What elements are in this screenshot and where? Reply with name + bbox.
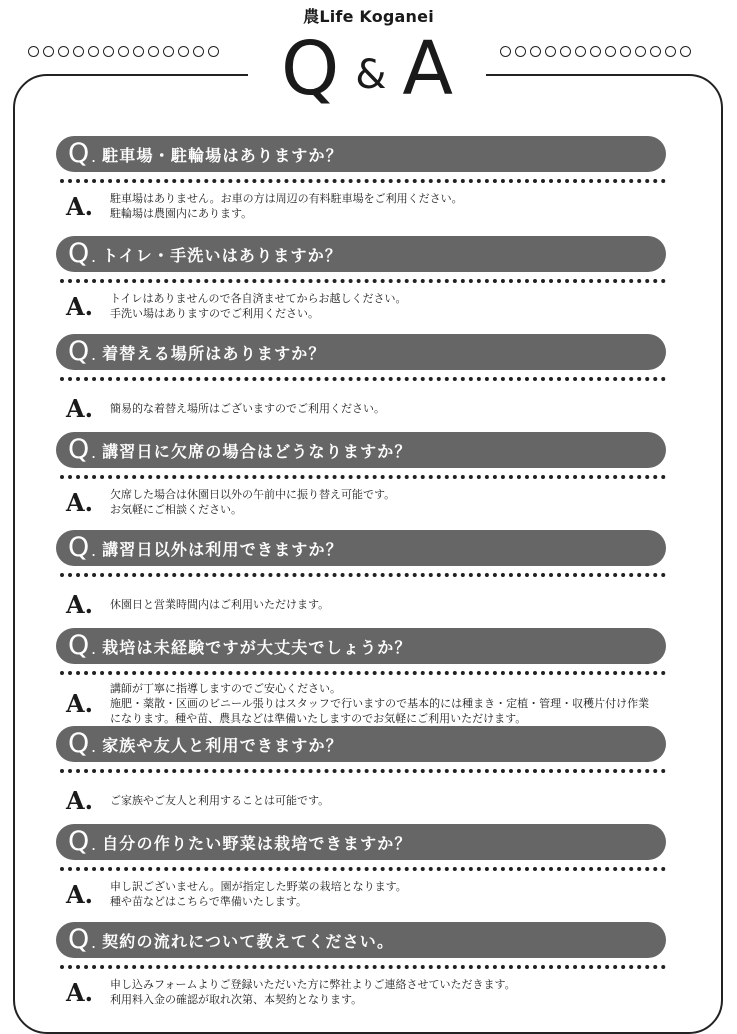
answer-line: 簡易的な着替え場所はございますのでご利用ください。 bbox=[110, 402, 385, 415]
answer-block bbox=[66, 786, 666, 815]
answer-line: ご家族やご友人と利用することは可能です。 bbox=[110, 794, 330, 807]
answer-line: トイレはありませんので各自済ませてからお越しください。 bbox=[110, 292, 407, 305]
decorative-circles-right bbox=[500, 46, 691, 57]
brand-title: 農Life Koganei bbox=[303, 7, 434, 26]
answer-text bbox=[110, 977, 516, 1007]
answer-line: になります。種や苗、農具などは準備いたしますのでお気軽にご利用いただけます。 bbox=[110, 712, 527, 725]
a-mark: A. bbox=[66, 689, 93, 718]
answer-line: お気軽にご相談ください。 bbox=[110, 503, 242, 516]
question-text: 講習日に欠席の場合はどうなりますか？ bbox=[102, 441, 412, 461]
q-mark: Q bbox=[68, 630, 90, 661]
answer-line: 申し込みフォームよりご登録いただいた方に弊社よりご連絡させていただきます。 bbox=[110, 978, 516, 991]
q-mark: Q bbox=[68, 336, 90, 367]
answer-block bbox=[66, 487, 666, 517]
dotted-divider bbox=[60, 475, 666, 479]
answer-line: 駐車場はありません。お車の方は周辺の有料駐車場をご利用ください。 bbox=[110, 192, 463, 205]
answer-text bbox=[110, 793, 329, 808]
question-text: 自分の作りたい野菜は栽培できますか？ bbox=[102, 833, 412, 853]
answer-line: 駐輪場は農園内にあります。 bbox=[110, 207, 253, 220]
q-mark: Q bbox=[68, 532, 90, 563]
question-bar bbox=[56, 530, 666, 566]
a-mark: A. bbox=[66, 786, 93, 815]
answer-line: 講師が丁寧に指導しますのでご安心ください。 bbox=[110, 682, 341, 695]
answer-block bbox=[66, 977, 666, 1007]
a-mark: A. bbox=[66, 394, 93, 423]
heading-ampersand: & bbox=[355, 52, 387, 98]
q-dot: . bbox=[91, 147, 97, 166]
a-mark: A. bbox=[66, 487, 93, 517]
question-text: 駐車場・駐輪場はありますか？ bbox=[102, 145, 343, 165]
question-bar bbox=[56, 824, 666, 860]
question-bar bbox=[56, 922, 666, 958]
answer-block bbox=[66, 879, 666, 909]
question-bar bbox=[56, 236, 666, 272]
answer-text bbox=[110, 597, 329, 612]
q-dot: . bbox=[91, 345, 97, 364]
dotted-divider bbox=[60, 279, 666, 283]
answer-line: 申し訳ございません。園が指定した野菜の栽培となります。 bbox=[110, 880, 407, 893]
heading-a: A bbox=[402, 26, 454, 112]
answer-line: 施肥・薬散・区画のビニール張りはスタッフで行いますので基本的には種まき・定植・管理・収穫片付け作業 bbox=[110, 697, 650, 710]
dotted-divider bbox=[60, 377, 666, 381]
q-dot: . bbox=[91, 639, 97, 658]
q-dot: . bbox=[91, 443, 97, 462]
answer-text bbox=[110, 879, 407, 909]
answer-line: 手洗い場はありますのでご利用ください。 bbox=[110, 307, 319, 320]
answer-block bbox=[66, 681, 666, 726]
answer-line: 欠席した場合は休園日以外の午前中に振り替え可能です。 bbox=[110, 488, 396, 501]
answer-block bbox=[66, 291, 666, 321]
question-text: 契約の流れについて教えてください。 bbox=[102, 931, 395, 951]
q-mark: Q bbox=[68, 826, 90, 857]
q-mark: Q bbox=[68, 434, 90, 465]
answer-line: 利用料入金の確認が取れ次第、本契約となります。 bbox=[110, 993, 363, 1006]
question-bar bbox=[56, 136, 666, 172]
answer-text bbox=[110, 487, 395, 517]
q-mark: Q bbox=[68, 138, 90, 169]
dotted-divider bbox=[60, 179, 666, 183]
question-text: 着替える場所はありますか？ bbox=[102, 343, 326, 363]
a-mark: A. bbox=[66, 291, 93, 321]
answer-text bbox=[110, 401, 385, 416]
dotted-divider bbox=[60, 769, 666, 773]
question-bar bbox=[56, 726, 666, 762]
qa-heading bbox=[248, 26, 486, 112]
answer-text bbox=[110, 681, 649, 726]
decorative-circles-left bbox=[28, 46, 219, 57]
answer-line: 種や苗などはこちらで準備いたします。 bbox=[110, 895, 308, 908]
dotted-divider bbox=[60, 573, 666, 577]
answer-text bbox=[110, 291, 406, 321]
answer-text bbox=[110, 191, 463, 221]
q-mark: Q bbox=[68, 924, 90, 955]
answer-line: 休園日と営業時間内はご利用いただけます。 bbox=[110, 598, 330, 611]
dotted-divider bbox=[60, 867, 666, 871]
dotted-divider bbox=[60, 965, 666, 969]
question-bar bbox=[56, 628, 666, 664]
q-dot: . bbox=[91, 247, 97, 266]
dotted-divider bbox=[60, 671, 666, 675]
q-mark: Q bbox=[68, 728, 90, 759]
a-mark: A. bbox=[66, 977, 93, 1007]
q-mark: Q bbox=[68, 238, 90, 269]
heading-q: Q bbox=[280, 26, 340, 112]
q-dot: . bbox=[91, 737, 97, 756]
question-text: 講習日以外は利用できますか？ bbox=[102, 539, 343, 559]
question-text: トイレ・手洗いはありますか？ bbox=[102, 245, 343, 265]
a-mark: A. bbox=[66, 191, 93, 221]
q-dot: . bbox=[91, 933, 97, 952]
question-bar bbox=[56, 334, 666, 370]
answer-block bbox=[66, 394, 666, 423]
question-text: 家族や友人と利用できますか？ bbox=[102, 735, 343, 755]
question-bar bbox=[56, 432, 666, 468]
answer-block bbox=[66, 590, 666, 619]
answer-block bbox=[66, 191, 666, 221]
q-dot: . bbox=[91, 541, 97, 560]
q-dot: . bbox=[91, 835, 97, 854]
question-text: 栽培は未経験ですが大丈夫でしょうか？ bbox=[102, 637, 412, 657]
a-mark: A. bbox=[66, 879, 93, 909]
a-mark: A. bbox=[66, 590, 93, 619]
